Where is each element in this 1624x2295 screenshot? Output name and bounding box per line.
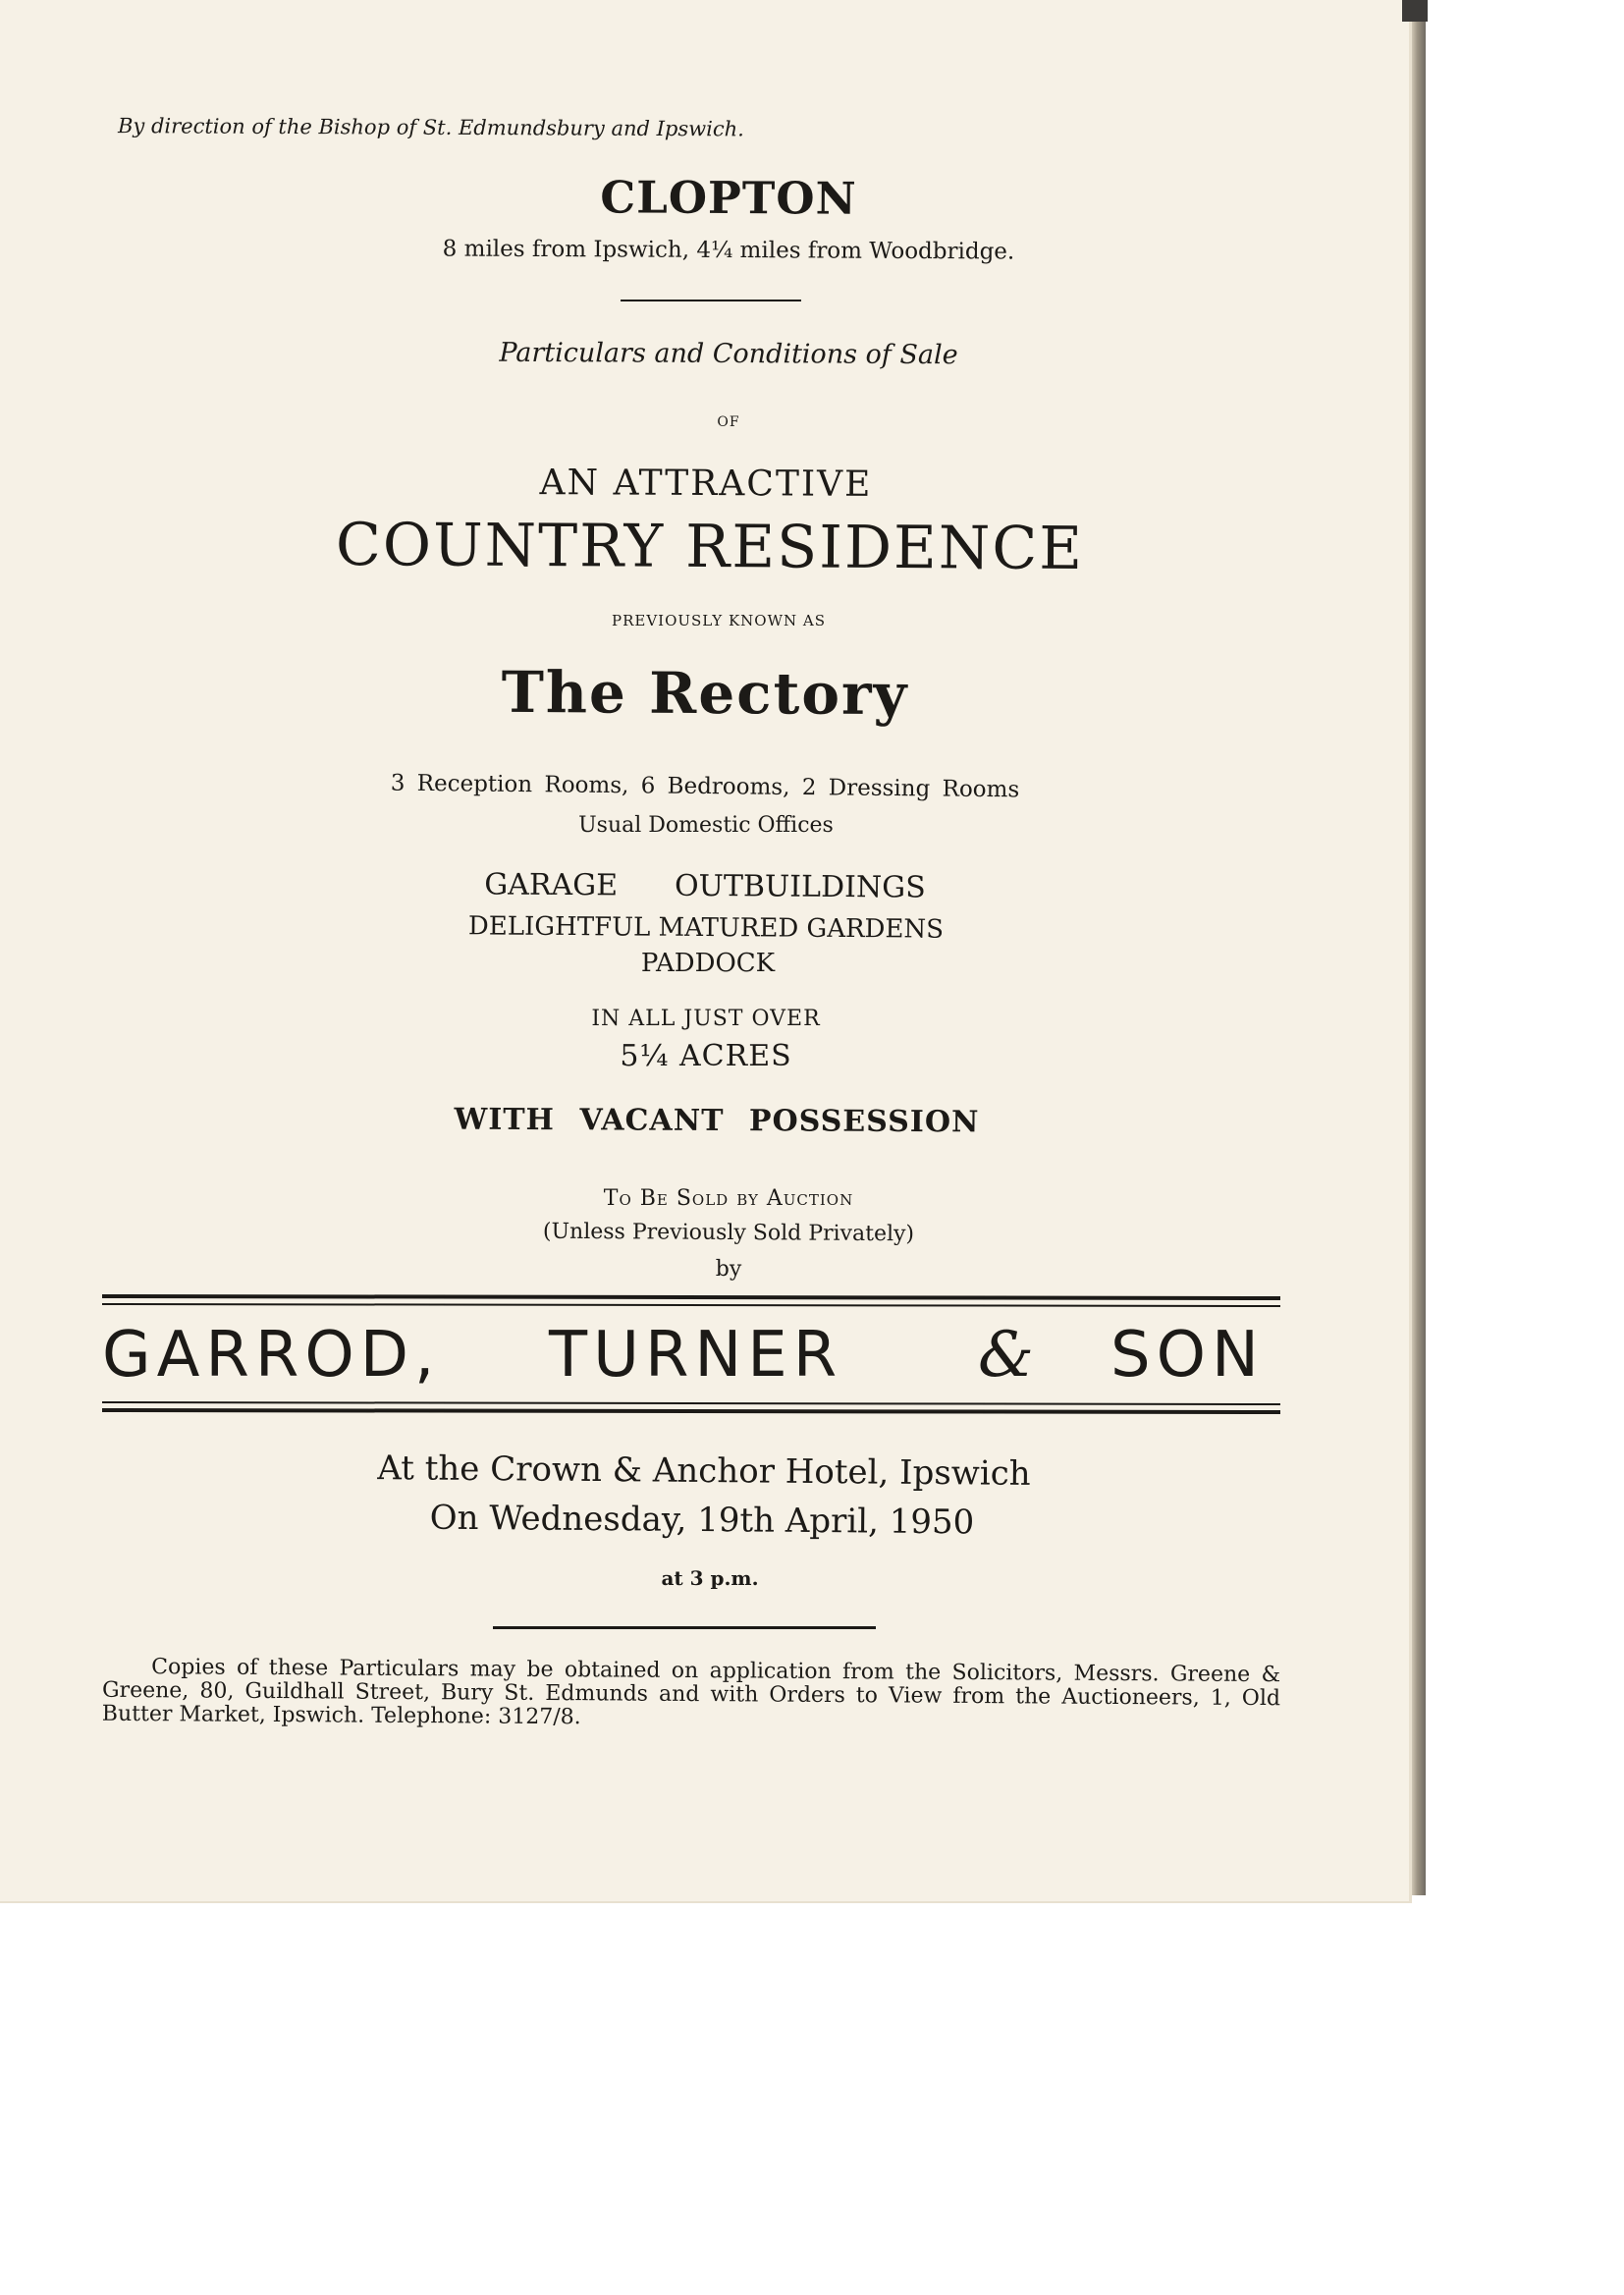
by-line: by — [715, 1257, 742, 1282]
property-name: The Rectory — [501, 658, 909, 729]
rooms-line: 3 Reception Rooms, 6 Bedrooms, 2 Dressing Rooms — [390, 770, 1020, 803]
divider-bottom — [493, 1626, 876, 1629]
auctioneer-name — [102, 1319, 1280, 1397]
previously-line: PREVIOUSLY KNOWN AS — [611, 612, 827, 629]
place-title: CLOPTON — [600, 171, 857, 225]
auctioneer-ampersand: & — [978, 1319, 1040, 1392]
residence-title: COUNTRY RESIDENCE — [335, 511, 1085, 583]
sold-by-line: To Be Sold by Auction — [603, 1186, 854, 1211]
unless-line: (Unless Previously Sold Privately) — [542, 1219, 915, 1247]
paper-edge-shadow — [1412, 0, 1426, 1895]
offices-line: Usual Domestic Offices — [578, 813, 834, 838]
garage-label: GARAGE — [484, 867, 619, 903]
possession-line: WITH VACANT POSSESSION — [454, 1102, 980, 1140]
paddock-line: PADDOCK — [640, 949, 776, 978]
gardens-line: DELIGHTFUL MATURED GARDENS — [467, 911, 945, 945]
outbuildings-label: OUTBUILDINGS — [674, 868, 926, 905]
auctioneer-garrod: GARROD, — [102, 1319, 441, 1392]
distances-line: 8 miles from Ipswich, 4¼ miles from Woodbridge. — [442, 236, 1015, 265]
copies-note: Copies of these Particulars may be obtained on application from the Solicitors, Messrs. Greene & Greene, 80, Guildhall Street, Bury St. Edmunds and with Orders to View from the Auctioneers, 1, Old Butter Market, Ipswich. Telephone: 3127/8. — [101, 1655, 1281, 1730]
paper-edge-corner — [1402, 0, 1428, 22]
in-all-line: IN ALL JUST OVER — [591, 1007, 821, 1031]
venue-line: At the Crown & Anchor Hotel, Ipswich — [377, 1448, 1031, 1494]
of-line: OF — [717, 414, 740, 430]
auctioneer-rule-top-thin — [102, 1303, 1280, 1307]
direction-line: By direction of the Bishop of St. Edmundsbury and Ipswich. — [117, 114, 744, 141]
auctioneer-rule-top-thick — [102, 1294, 1280, 1300]
divider-top — [621, 300, 801, 301]
auctioneer-turner: TURNER — [549, 1319, 843, 1392]
garage-outbuildings-line — [0, 864, 1411, 908]
acres-line: 5¼ ACRES — [620, 1039, 792, 1073]
attractive-line: AN ATTRACTIVE — [539, 463, 873, 505]
auctioneer-son: SON — [1110, 1319, 1265, 1392]
date-line: On Wednesday, 19th April, 1950 — [429, 1498, 975, 1543]
auctioneer-rule-bottom-thick — [102, 1408, 1280, 1414]
auctioneer-rule-bottom-thin — [102, 1401, 1280, 1405]
particulars-line: Particulars and Conditions of Sale — [499, 337, 958, 371]
time-line: at 3 p.m. — [661, 1566, 759, 1590]
